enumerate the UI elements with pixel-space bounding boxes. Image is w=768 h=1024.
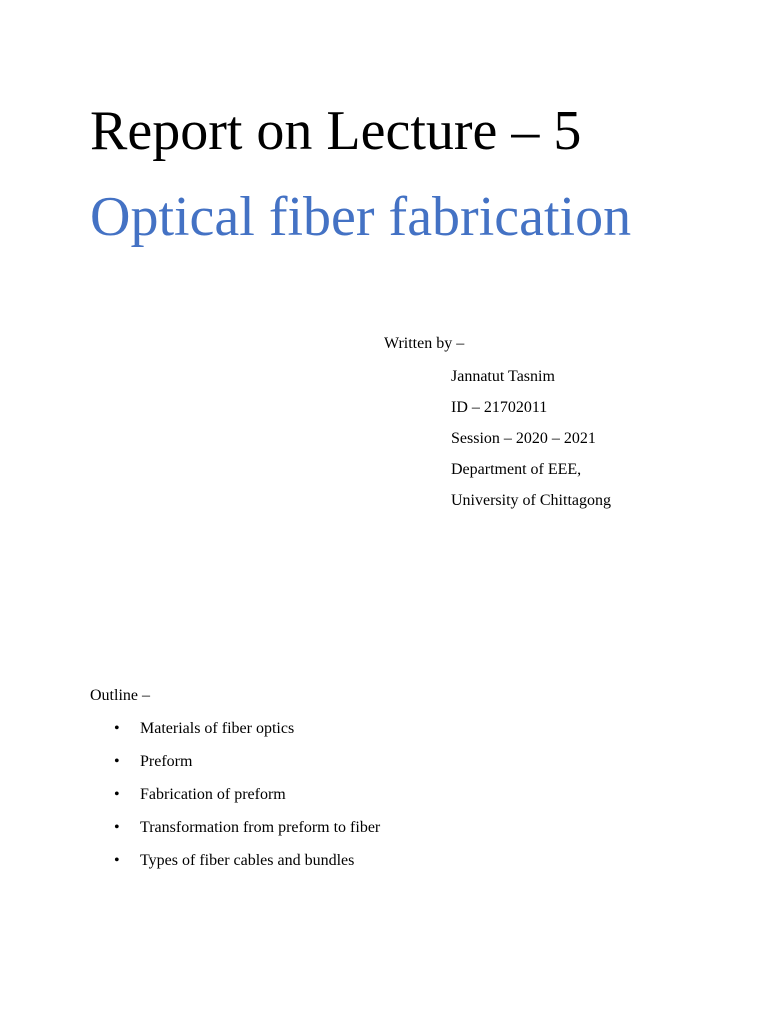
author-session: Session – 2020 – 2021 (451, 430, 596, 447)
author-university: University of Chittagong (451, 492, 611, 509)
outline-item-label: Preform (140, 753, 193, 770)
outline-item-label: Transformation from preform to fiber (140, 819, 381, 836)
document-subtitle: Optical fiber fabrication (90, 186, 632, 248)
outline-item-label: Fabrication of preform (140, 786, 286, 803)
outline-item-label: Types of fiber cables and bundles (140, 852, 355, 869)
bullet-icon: • (114, 753, 120, 770)
written-by-label: Written by – (384, 335, 465, 352)
author-id: ID – 21702011 (451, 399, 548, 416)
author-details (451, 367, 611, 522)
outline-item-label: Materials of fiber optics (140, 720, 295, 737)
author-name: Jannatut Tasnim (451, 368, 555, 385)
outline-heading: Outline – (90, 687, 150, 704)
bullet-icon: • (114, 852, 120, 869)
bullet-icon: • (114, 786, 120, 803)
bullet-icon: • (114, 720, 120, 737)
author-department: Department of EEE, (451, 461, 582, 478)
bullet-icon: • (114, 819, 120, 836)
document-title: Report on Lecture – 5 (90, 100, 582, 162)
